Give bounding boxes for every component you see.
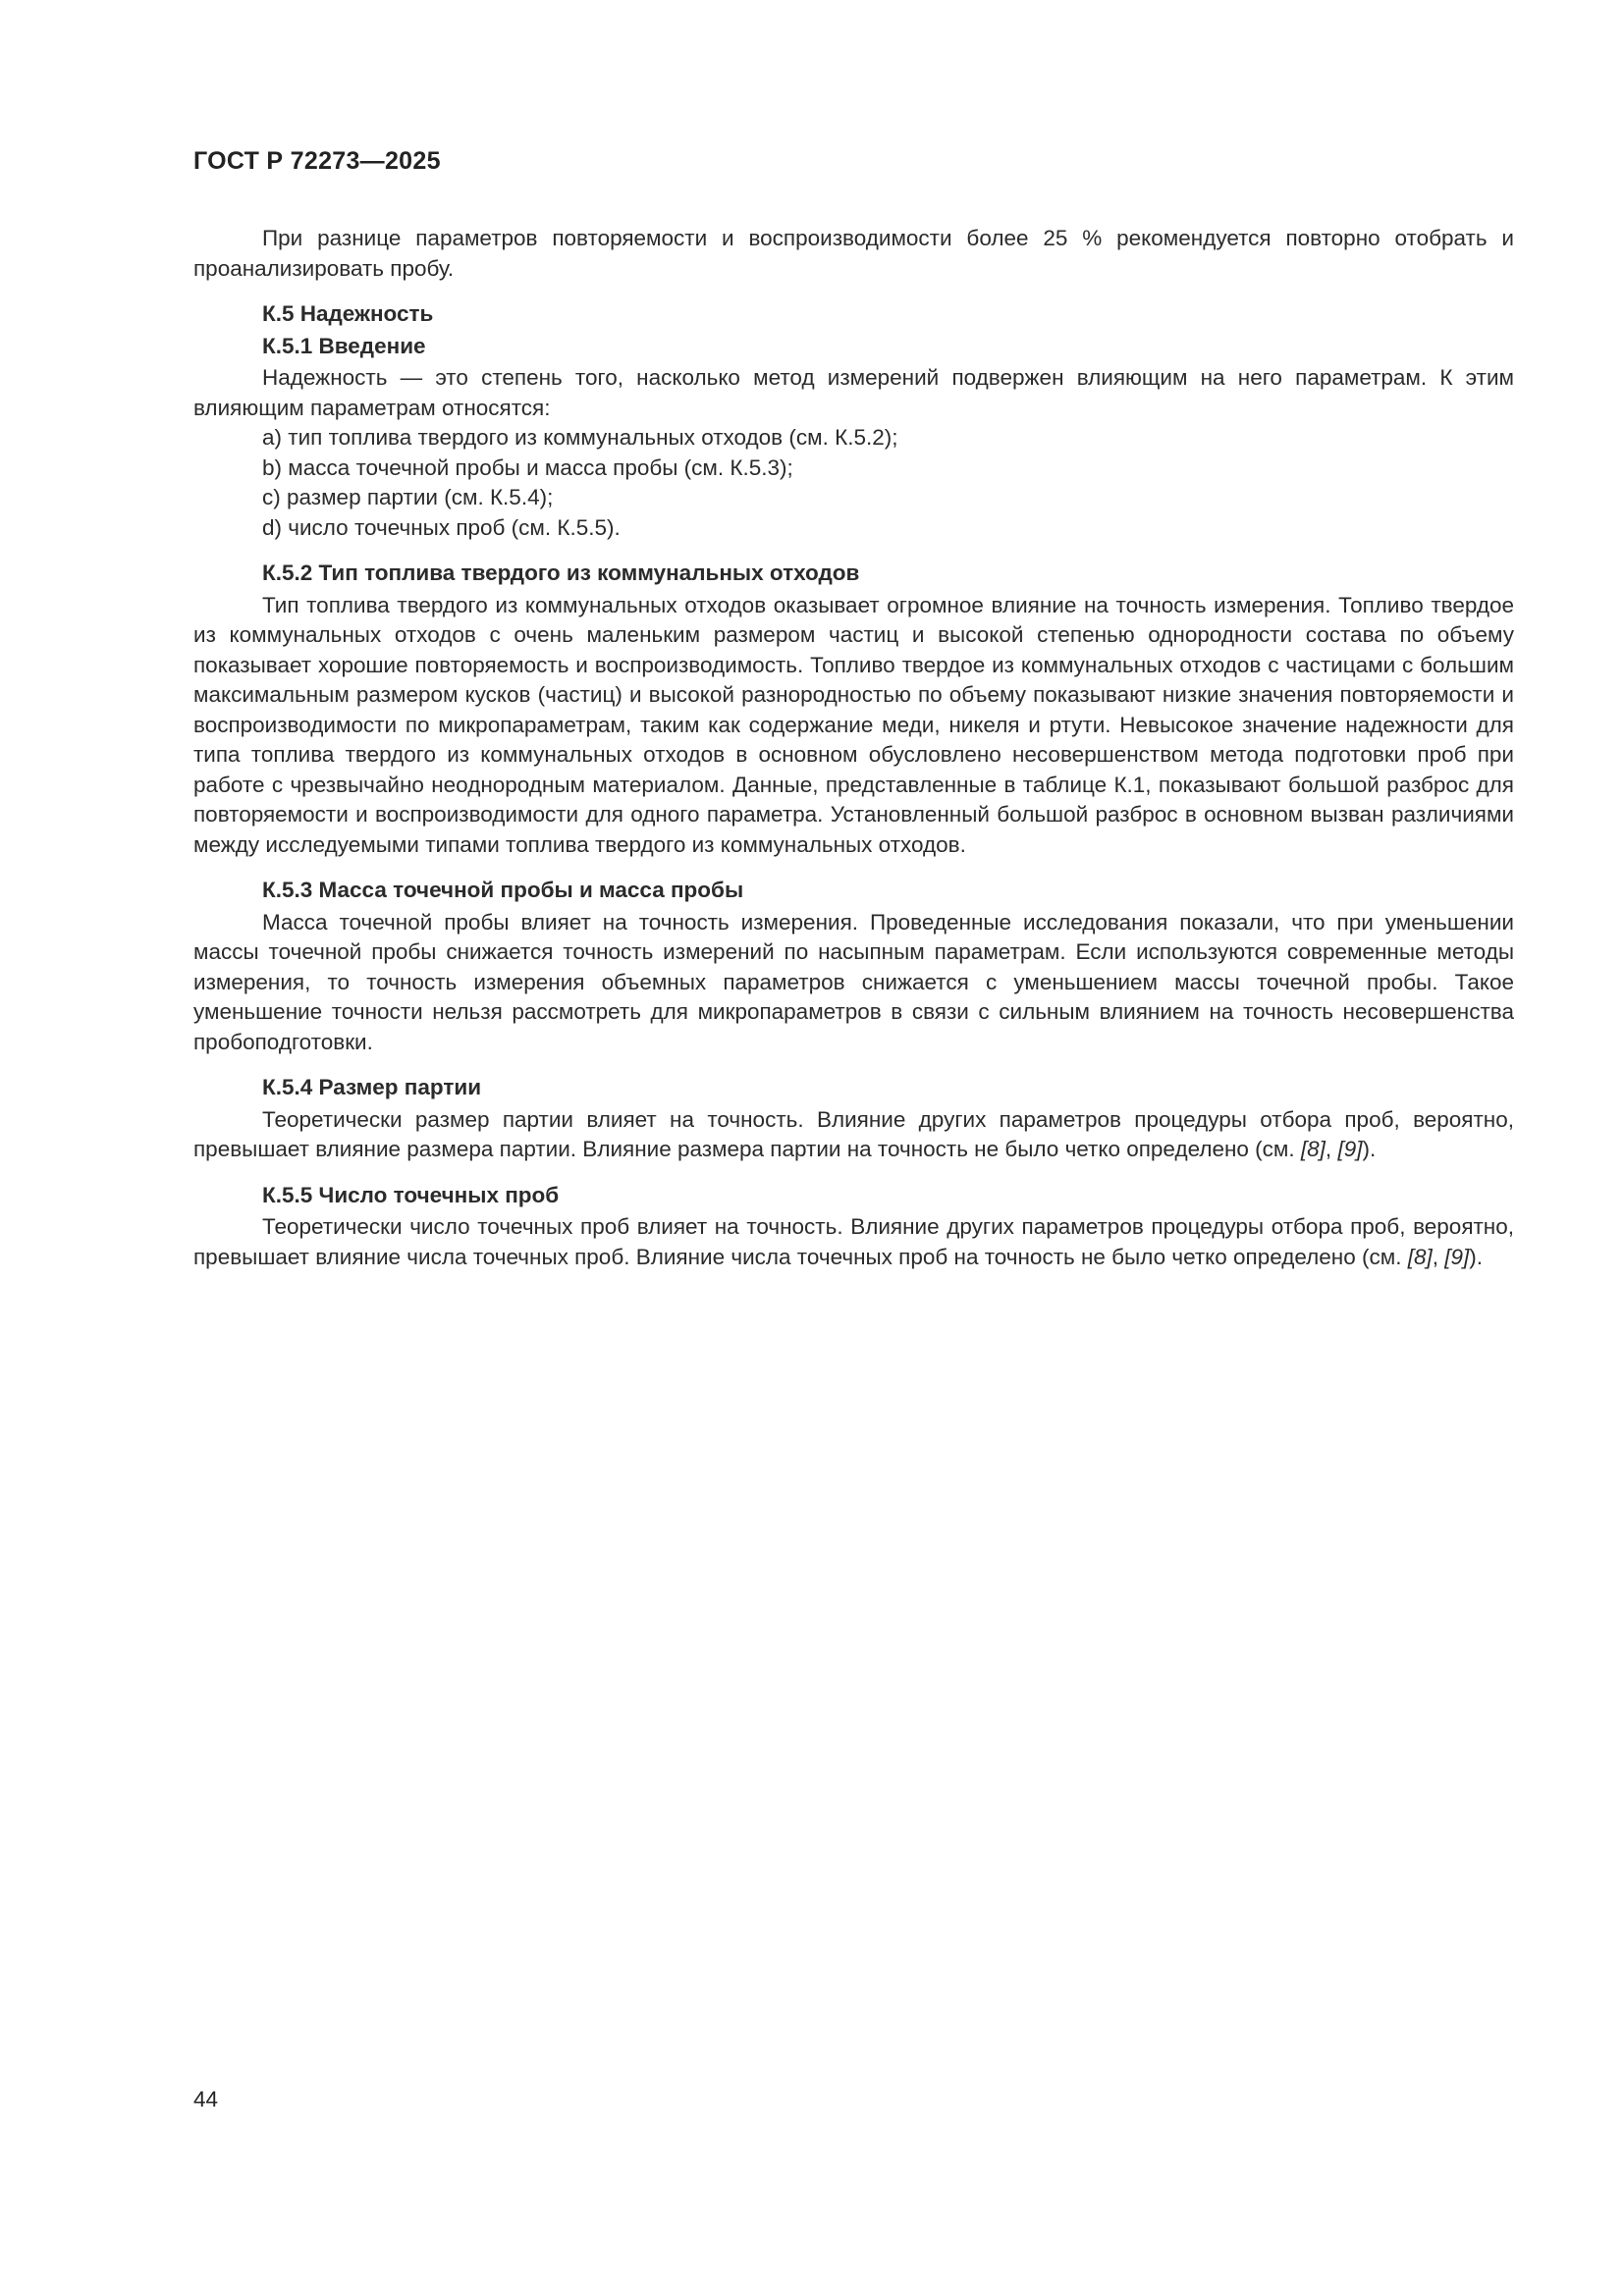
reference-9: [9] <box>1337 1137 1363 1161</box>
section-k55-text: Теоретически число точечных проб влияет на точность. Влияние других параметров процедуры отбора проб, вероятно, превышает влияние числа точечных проб. Влияние числа точечных проб на точность не было четко определено (см. <box>193 1214 1514 1269</box>
reference-separator: , <box>1325 1137 1338 1161</box>
section-k55-heading: К.5.5 Число точечных проб <box>262 1182 560 1207</box>
list-item: d) число точечных проб (см. К.5.5). <box>262 514 621 540</box>
section-k54-text: Теоретически размер партии влияет на точность. Влияние других параметров процедуры отбора проб, вероятно, превышает влияние размера партии. Влияние размера партии на точность не было четко определено (см. <box>193 1106 1514 1161</box>
section-k55-paragraph <box>193 1212 1514 1272</box>
intro-paragraph: При разнице параметров повторяемости и воспроизводимости более 25 % рекомендуется повторно отобрать и проанализировать пробу. <box>193 226 1514 281</box>
paragraph-end: ). <box>1362 1137 1377 1161</box>
section-k52-paragraph: Тип топлива твердого из коммунальных отходов оказывает огромное влияние на точность измерения. Топливо твердое из коммунальных отходов с очень маленьким размером частиц и высокой степенью однородности состава по объему показывает хорошие повторяемость и воспроизводимость. Топливо твердое из коммунальных отходов с частицами с большим максимальным размером кусков (частиц) и высокой разнородностью по объему показывают низкие значения повторяемости и воспроизводимости по микропараметрам, таким как содержание меди, никеля и ртути. Невысокое значение надежности для типа топлива твердого из коммунальных отходов в основном обусловлено несовершенством метода подготовки проб при работе с чрезвычайно неоднородным материалом. Данные, представленные в таблице К.1, показывают большой разброс для повторяемости и воспроизводимости для одного параметра. Установленный большой разброс в основном вызван различиями между исследуемыми типами топлива твердого из коммунальных отходов. <box>193 592 1514 857</box>
reference-8: [8] <box>1300 1137 1326 1161</box>
section-k51-paragraph: Надежность — это степень того, насколько метод измерений подвержен влияющим на него параметрам. К этим влияющим параметрам относятся: <box>193 365 1514 420</box>
section-k53-heading: К.5.3 Масса точечной пробы и масса пробы <box>262 878 744 902</box>
list-item: b) масса точечной пробы и масса пробы (см. К.5.3); <box>262 454 793 480</box>
document-body <box>193 224 1514 1272</box>
section-k51-heading: К.5.1 Введение <box>262 333 426 358</box>
reference-separator: , <box>1432 1244 1445 1269</box>
section-k54-heading: К.5.4 Размер партии <box>262 1075 482 1099</box>
reference-8: [8] <box>1407 1244 1433 1269</box>
list-item: а) тип топлива твердого из коммунальных отходов (см. К.5.2); <box>262 425 898 450</box>
list-item: с) размер партии (см. К.5.4); <box>262 485 554 509</box>
document-header: ГОСТ Р 72273—2025 <box>193 147 441 175</box>
reference-9: [9] <box>1444 1244 1470 1269</box>
page-number: 44 <box>193 2087 219 2111</box>
section-k54-paragraph <box>193 1105 1514 1165</box>
section-k5-heading: К.5 Надежность <box>262 301 434 326</box>
paragraph-end: ). <box>1469 1244 1484 1269</box>
section-k52-heading: К.5.2 Тип топлива твердого из коммунальных отходов <box>262 561 860 585</box>
section-k53-paragraph: Масса точечной пробы влияет на точность измерения. Проведенные исследования показали, что при уменьшении массы точечной пробы снижается точность измерений по насыпным параметрам. Если используются современные методы измерения, то точность измерения объемных параметров снижается с уменьшением массы точечной пробы. Такое уменьшение точности нельзя рассмотреть для микропараметров в связи с сильным влиянием на точность несовершенства пробоподготовки. <box>193 909 1514 1054</box>
